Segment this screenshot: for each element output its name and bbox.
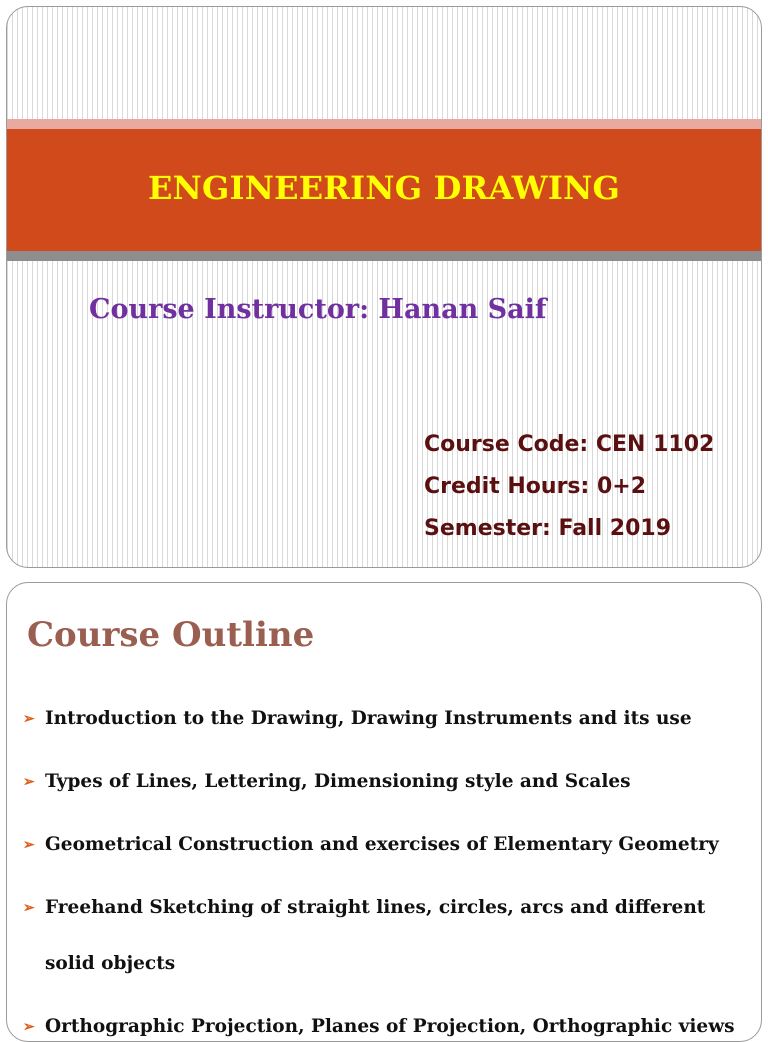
outline-heading: Course Outline bbox=[27, 615, 315, 655]
course-info bbox=[424, 427, 714, 553]
list-item bbox=[23, 817, 762, 873]
list-item bbox=[23, 880, 762, 936]
arrow-bullet-icon: ➢ bbox=[23, 1019, 35, 1035]
list-item-text: Types of Lines, Lettering, Dimensioning style and Scales bbox=[45, 771, 631, 792]
credit-hours: Credit Hours: 0+2 bbox=[424, 474, 647, 499]
course-instructor: Course Instructor: Hanan Saif bbox=[89, 294, 547, 325]
list-item bbox=[23, 691, 762, 747]
arrow-bullet-icon: ➢ bbox=[23, 774, 35, 790]
title-slide bbox=[6, 6, 762, 568]
list-item-text: Introduction to the Drawing, Drawing Instruments and its use bbox=[45, 708, 692, 729]
arrow-bullet-icon: ➢ bbox=[23, 711, 35, 727]
arrow-bullet-icon: ➢ bbox=[23, 837, 35, 853]
list-item bbox=[23, 754, 762, 810]
slide-title: ENGINEERING DRAWING bbox=[147, 169, 621, 207]
course-code: Course Code: CEN 1102 bbox=[424, 432, 715, 457]
title-band-top-stripe bbox=[7, 119, 761, 129]
arrow-bullet-icon: ➢ bbox=[23, 900, 35, 916]
outline-list bbox=[23, 691, 762, 1042]
list-item-text: Geometrical Construction and exercises of Elementary Geometry bbox=[45, 834, 719, 855]
title-band bbox=[7, 129, 761, 251]
list-item bbox=[23, 999, 762, 1042]
list-item-text: Freehand Sketching of straight lines, circles, arcs and different bbox=[45, 897, 706, 918]
list-item-continuation bbox=[23, 936, 762, 992]
outline-slide bbox=[6, 582, 762, 1042]
title-band-bottom-stripe bbox=[7, 251, 761, 261]
semester: Semester: Fall 2019 bbox=[424, 516, 672, 541]
list-item-text: solid objects bbox=[45, 953, 176, 974]
list-item-text: Orthographic Projection, Planes of Projection, Orthographic views bbox=[45, 1016, 735, 1037]
